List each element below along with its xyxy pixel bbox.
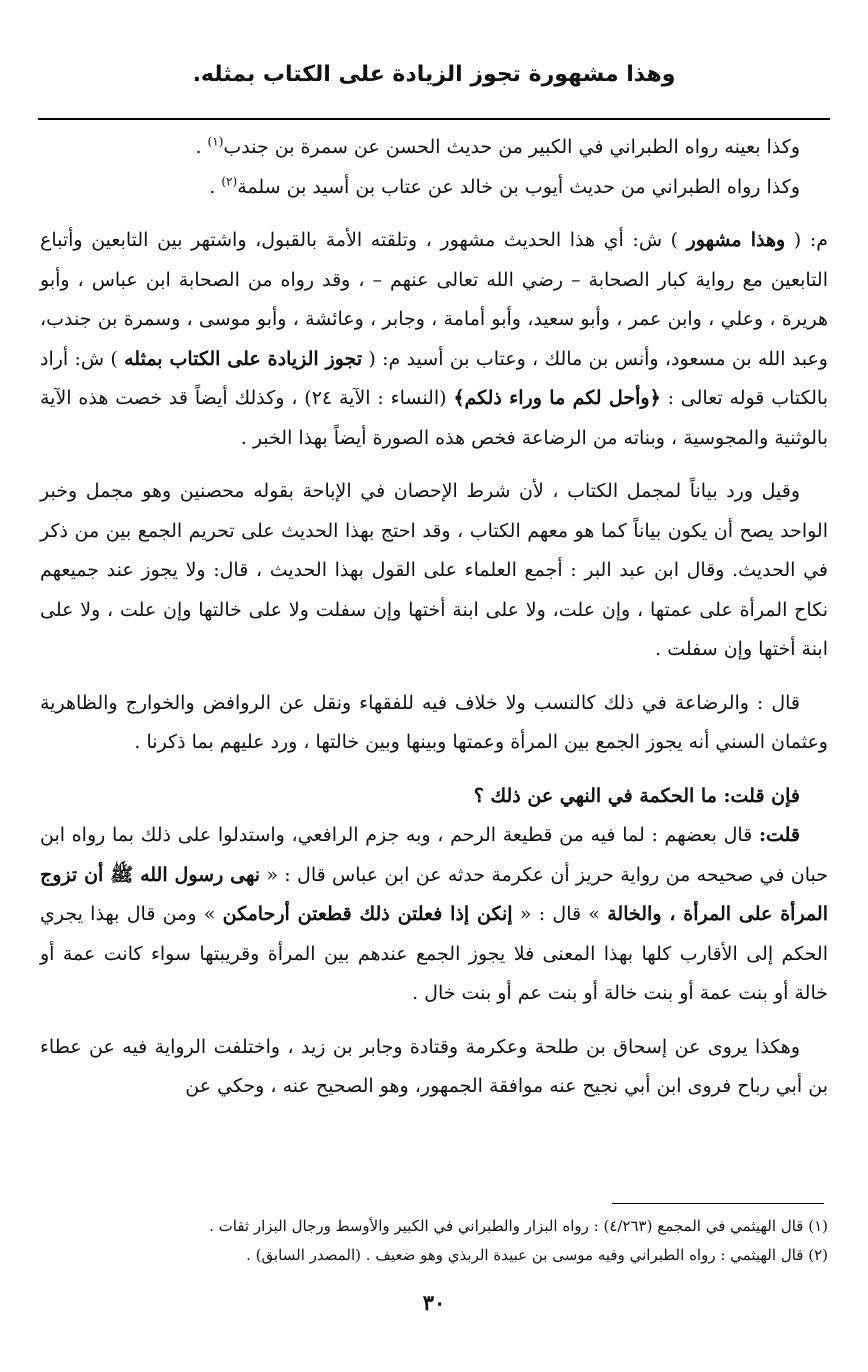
paragraph-1: وكذا بعينه رواه الطبراني في الكبير من حديث الحسن عن سمرة بن جندب$^{(١)}$ . — [195, 134, 800, 158]
hadith-quote: نهى رسول الله ﷺ أن تزوج المرأة على المرأة ، والخالة — [40, 863, 828, 925]
footnote-1: (١) قال الهيثمي في المجمع (٤/٢٦٣) : رواه البزار والطبراني في الكبير والأوسط ورجال البزار ثقات . — [209, 1217, 828, 1235]
footnote-ref-2[interactable]: (٢) — [221, 174, 238, 189]
footnote-2: (٢) قال الهيثمي : رواه الطبراني وفيه موسى بن عبيدة الربذي وهو ضعيف . (المصدر السابق) . — [246, 1246, 828, 1264]
footnote-rule — [612, 1203, 824, 1204]
answer-label: قلت: — [758, 824, 800, 846]
paragraph-7: قلت: قال بعضهم : لما فيه من قطيعة الرحم ، وبه جزم الرافعي، واستدلوا على ذلك بما رواه ابن حبان في صحيحه من رواية حريز أن عكرمة حدثه عن ابن عباس قال : « نهى رسول الله ﷺ أن تزوج المرأة على المرأة ، والخالة » قال : « إنكن إذا فعلتن ذلك قطعتن أرحامكن » ومن قال بهذا يجري الحكم إلى الأقارب كلها بهذا المعنى فلا يجوز الجمع عندهم بين المرأة وقريبتها سواء كانت عمة أو خالة أو بنت عمة أو بنت خالة أو بنت عم أو بنت خال . — [40, 824, 828, 1004]
matn-quote: تجوز الزيادة على الكتاب بمثله — [124, 347, 363, 370]
paragraph-2: وكذا رواه الطبراني من حديث أيوب بن خالد عن عتاب بن أسيد بن سلمة$^{(٢)}$ . — [209, 174, 800, 198]
hadith-quote: إنكن إذا فعلتن ذلك قطعتن أرحامكن — [222, 903, 513, 925]
matn-quote: وهذا مشهور — [686, 229, 786, 251]
page-number: ٣٠ — [422, 1290, 446, 1315]
paragraph-6: فإن قلت: ما الحكمة في النهي عن ذلك ؟ — [473, 784, 800, 807]
paragraph-3: م: ( وهذا مشهور ) ش: أي هذا الحديث مشهور ، وتلقته الأمة بالقبول، واشتهر بين التابعين وأتباع التابعين مع رواية كبار الصحابة – رضي الله تعالى عنهم – ، وقد رواه من الصحابة ابن عباس ، وأبو هريرة ، وعلي ، وابن عمر ، وأبو سعيد، وأبو أمامة ، وجابر ، وعائشة ، وأبو موسى ، وسمرة بن جندب، وعبد الله بن مسعود، وأنس بن مالك ، وعتاب بن أسيد م: ( تجوز الزيادة على الكتاب بمثله ) ش: أراد بالكتاب قوله تعالى : ﴿وأحل لكم ما وراء ذلكم﴾ (النساء : الآية ٢٤) ، وكذلك أيضاً قد خصت هذه الآية بالوثنية والمجوسية ، وبناته من الرضاعة فخص هذه الصورة أيضاً بهذا الخبر . — [40, 229, 828, 449]
paragraph-8: وهكذا يروى عن إسحاق بن طلحة وعكرمة وقتادة وجابر بن زيد ، واختلفت الرواية فيه عن عطاء بن أبي رباح فروى ابن أبي نجيح عنه موافقة الجمهور، وهو الصحيح عنه ، وحكي عن — [40, 1035, 828, 1097]
paragraph-4: وقيل ورد بياناً لمجمل الكتاب ، لأن شرط الإحصان في الإباحة بقوله محصنين وهو مجمل وخبر الواحد يصح أن يكون بياناً كما هو معهم الكتاب ، وقد احتج بهذا الحديث على تحريم الجمع بين من ذكر في الحديث. وقال ابن عبد البر : أجمع العلماء على القول بهذا الحديث ، قال: ولا يجوز عند جميعهم نكاح المرأة على عمتها ، وإن علت، ولا على ابنة أختها وإن سفلت ولا على خالتها وإن علت ، ولا على ابنة أختها وإن سفلت . — [40, 480, 828, 660]
footnotes — [40, 1212, 828, 1270]
running-header: وهذا مشهورة تجوز الزيادة على الكتاب بمثله. — [192, 62, 676, 87]
main-text — [40, 128, 828, 1107]
header-rule — [38, 118, 830, 120]
footnote-ref-1[interactable]: (١) — [207, 134, 224, 149]
quran-verse: ﴿وأحل لكم ما وراء ذلكم﴾ — [453, 387, 661, 409]
paragraph-5: قال : والرضاعة في ذلك كالنسب ولا خلاف فيه للفقهاء ونقل عن الروافض والخوارج والظاهرية وعثمان السني أنه يجوز الجمع بين المرأة وعمتها وبينها وبين خالتها ، ورد عليهم بما ذكرنا . — [40, 691, 828, 753]
